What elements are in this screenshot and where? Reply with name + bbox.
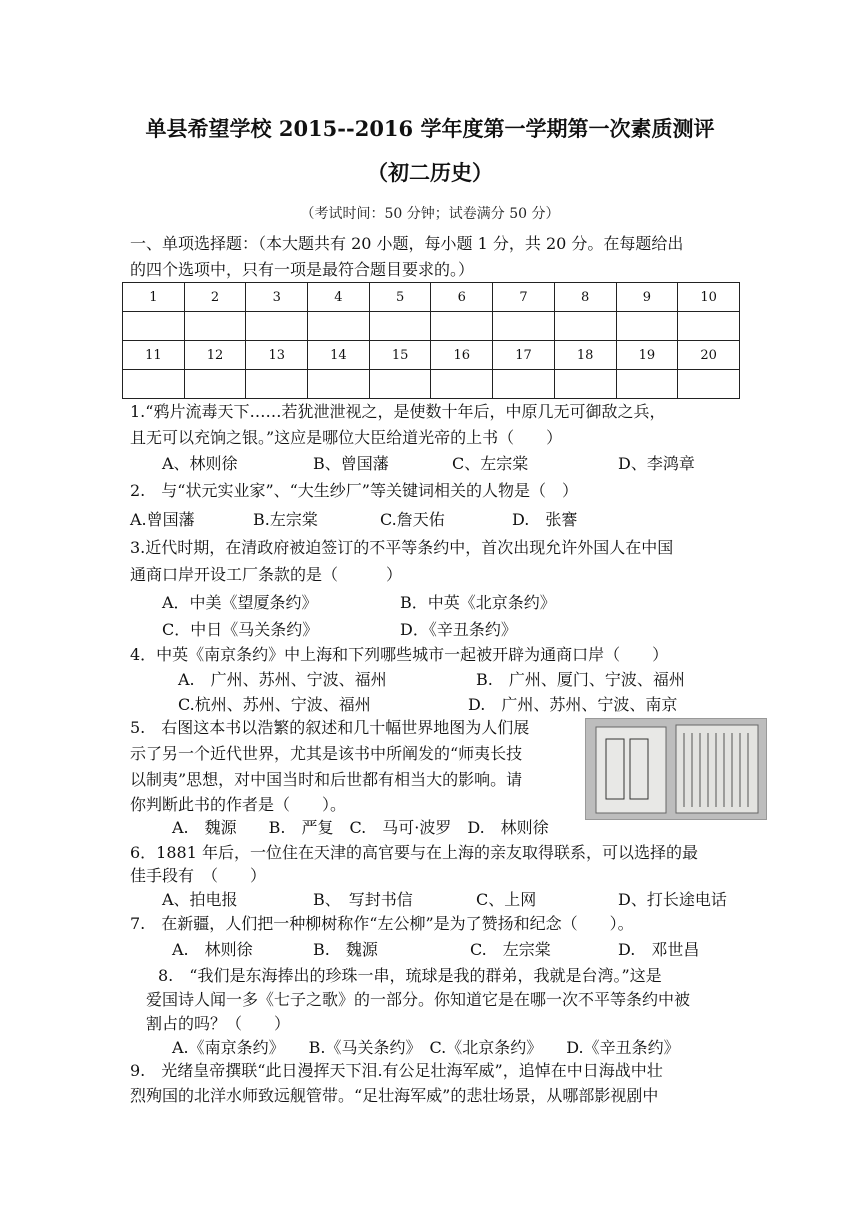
q8-options[interactable]: A.《南京条约》 B.《马关条约》 C.《北京条约》 D.《辛丑条约》	[172, 1038, 680, 1057]
page-subtitle: （初二历史）	[367, 160, 493, 185]
page-title: 单县希望学校 2015--2016 学年度第一学期第一次素质测评	[145, 116, 715, 141]
answer-cell[interactable]	[308, 312, 370, 341]
q3-option-b[interactable]: B．中英《北京条约》	[400, 593, 556, 612]
answer-cell[interactable]	[369, 312, 431, 341]
q3-option-c[interactable]: C．中日《马关条约》	[162, 620, 319, 639]
q5-text-line2: 示了另一个近代世界，尤其是该书中所阐发的“师夷长技	[130, 744, 523, 763]
q6-option-d[interactable]: D、打长途电话	[618, 890, 727, 909]
answer-cell[interactable]	[308, 370, 370, 399]
answer-number: 5	[369, 283, 431, 312]
q7-option-d[interactable]: D. 邓世昌	[618, 940, 700, 959]
section-heading-line2: 的四个选项中，只有一项是最符合题目要求的。）	[130, 260, 475, 279]
answer-cell[interactable]	[678, 312, 740, 341]
book-photo-image	[586, 719, 766, 819]
book-photo	[585, 718, 767, 820]
q7-text-line1: 7. 在新疆，人们把一种柳树称作“左公柳”是为了赞扬和纪念（ ）。	[130, 914, 634, 933]
q9-text-line2: 烈殉国的北洋水师致远舰管带。“足壮海军威”的悲壮场景，从哪部影视剧中	[130, 1086, 659, 1105]
answer-cell[interactable]	[184, 370, 246, 399]
answer-number: 4	[308, 283, 370, 312]
q1-option-b[interactable]: B、曾国藩	[313, 454, 389, 473]
q6-option-c[interactable]: C、上网	[476, 890, 537, 909]
exam-note: （考试时间：50 分钟；试卷满分 50 分）	[300, 206, 560, 222]
answer-table	[122, 282, 740, 399]
answer-cell[interactable]	[493, 312, 555, 341]
answer-number: 13	[246, 341, 308, 370]
q3-option-a[interactable]: A．中美《望厦条约》	[162, 593, 318, 612]
q8-text-line2: 爱国诗人闻一多《七子之歌》的一部分。你知道它是在哪一次不平等条约中被	[146, 990, 691, 1009]
q5-text-line3: 以制夷”思想，对中国当时和后世都有相当大的影响。请	[130, 770, 523, 789]
section-heading-line1: 一、单项选择题：（本大题共有 20 小题，每小题 1 分，共 20 分。在每题给出	[130, 234, 684, 253]
answer-cell[interactable]	[554, 312, 616, 341]
q5-text-line4: 你判断此书的作者是（ ）。	[130, 795, 347, 814]
answer-number-row	[123, 283, 740, 312]
q8-text-line3: 割占的吗？（ ）	[146, 1014, 291, 1033]
answer-number: 3	[246, 283, 308, 312]
answer-number: 10	[678, 283, 740, 312]
q5-options[interactable]: A. 魏源 B. 严复 C. 马可·波罗 D. 林则徐	[172, 818, 549, 837]
answer-blank-row	[123, 312, 740, 341]
q1-text-line1: 1.“鸦片流毒天下……若犹泄泄视之，是使数十年后，中原几无可御敌之兵，	[130, 402, 666, 421]
q6-option-b[interactable]: B、 写封书信	[313, 890, 413, 909]
q2-option-a[interactable]: A.曾国藩	[130, 510, 195, 529]
answer-number: 14	[308, 341, 370, 370]
answer-number: 9	[616, 283, 678, 312]
q6-text-line1: 6．1881 年后，一位住在天津的高官要与在上海的亲友取得联系，可以选择的最	[130, 843, 698, 862]
answer-cell[interactable]	[369, 370, 431, 399]
answer-cell[interactable]	[246, 312, 308, 341]
answer-cell[interactable]	[616, 370, 678, 399]
answer-cell[interactable]	[123, 312, 185, 341]
answer-cell[interactable]	[246, 370, 308, 399]
q3-text-line1: 3.近代时期，在清政府被迫签订的不平等条约中，首次出现允许外国人在中国	[130, 538, 674, 557]
q7-option-c[interactable]: C. 左宗棠	[470, 940, 551, 959]
q2-text-line1: 2. 与“状元实业家”、“大生纱厂”等关键词相关的人物是（ ）	[130, 481, 578, 500]
q3-option-d[interactable]: D．《辛丑条约》	[400, 620, 517, 639]
q1-text-line2: 且无可以充饷之银。”这应是哪位大臣给道光帝的上书（ ）	[130, 428, 563, 447]
answer-blank-row	[123, 370, 740, 399]
answer-number: 16	[431, 341, 493, 370]
q1-option-a[interactable]: A、林则徐	[162, 454, 238, 473]
q2-option-d[interactable]: D. 张謇	[512, 510, 578, 529]
q6-text-line2: 佳手段有 （ ）	[130, 866, 267, 885]
q6-option-a[interactable]: A、拍电报	[162, 890, 238, 909]
q2-option-c[interactable]: C.詹天佑	[380, 510, 445, 529]
q5-text-line1: 5. 右图这本书以浩繁的叙述和几十幅世界地图为人们展	[130, 718, 530, 737]
answer-number: 12	[184, 341, 246, 370]
answer-cell[interactable]	[431, 312, 493, 341]
q1-option-c[interactable]: C、左宗棠	[452, 454, 529, 473]
answer-number: 11	[123, 341, 185, 370]
answer-number: 18	[554, 341, 616, 370]
q4-option-b[interactable]: B. 广州、厦门、宁波、福州	[476, 670, 685, 689]
answer-cell[interactable]	[431, 370, 493, 399]
q4-option-c[interactable]: C.杭州、苏州、宁波、福州	[178, 695, 371, 714]
answer-number: 1	[123, 283, 185, 312]
q4-option-a[interactable]: A. 广州、苏州、宁波、福州	[178, 670, 387, 689]
answer-cell[interactable]	[616, 312, 678, 341]
answer-number: 17	[493, 341, 555, 370]
answer-cell[interactable]	[554, 370, 616, 399]
answer-number: 7	[493, 283, 555, 312]
answer-number-row	[123, 341, 740, 370]
answer-number: 20	[678, 341, 740, 370]
q4-option-d[interactable]: D. 广州、苏州、宁波、南京	[468, 695, 678, 714]
answer-cell[interactable]	[678, 370, 740, 399]
q4-text-line1: 4．中英《南京条约》中上海和下列哪些城市一起被开辟为通商口岸（ ）	[130, 645, 669, 664]
answer-cell[interactable]	[493, 370, 555, 399]
answer-number: 6	[431, 283, 493, 312]
q1-option-d[interactable]: D、李鸿章	[618, 454, 695, 473]
q2-option-b[interactable]: B.左宗棠	[253, 510, 318, 529]
q7-option-a[interactable]: A. 林则徐	[172, 940, 253, 959]
answer-number: 19	[616, 341, 678, 370]
q9-text-line1: 9. 光绪皇帝撰联“此日漫挥天下泪.有公足壮海军威”，追悼在中日海战中壮	[130, 1061, 663, 1080]
answer-cell[interactable]	[123, 370, 185, 399]
q7-option-b[interactable]: B. 魏源	[313, 940, 378, 959]
answer-number: 8	[554, 283, 616, 312]
q8-text-line1: 8. “我们是东海捧出的珍珠一串，琉球是我的群弟，我就是台湾。”这是	[158, 966, 662, 985]
q3-text-line2: 通商口岸开设工厂条款的是（ ）	[130, 565, 403, 584]
answer-number: 15	[369, 341, 431, 370]
answer-cell[interactable]	[184, 312, 246, 341]
answer-number: 2	[184, 283, 246, 312]
